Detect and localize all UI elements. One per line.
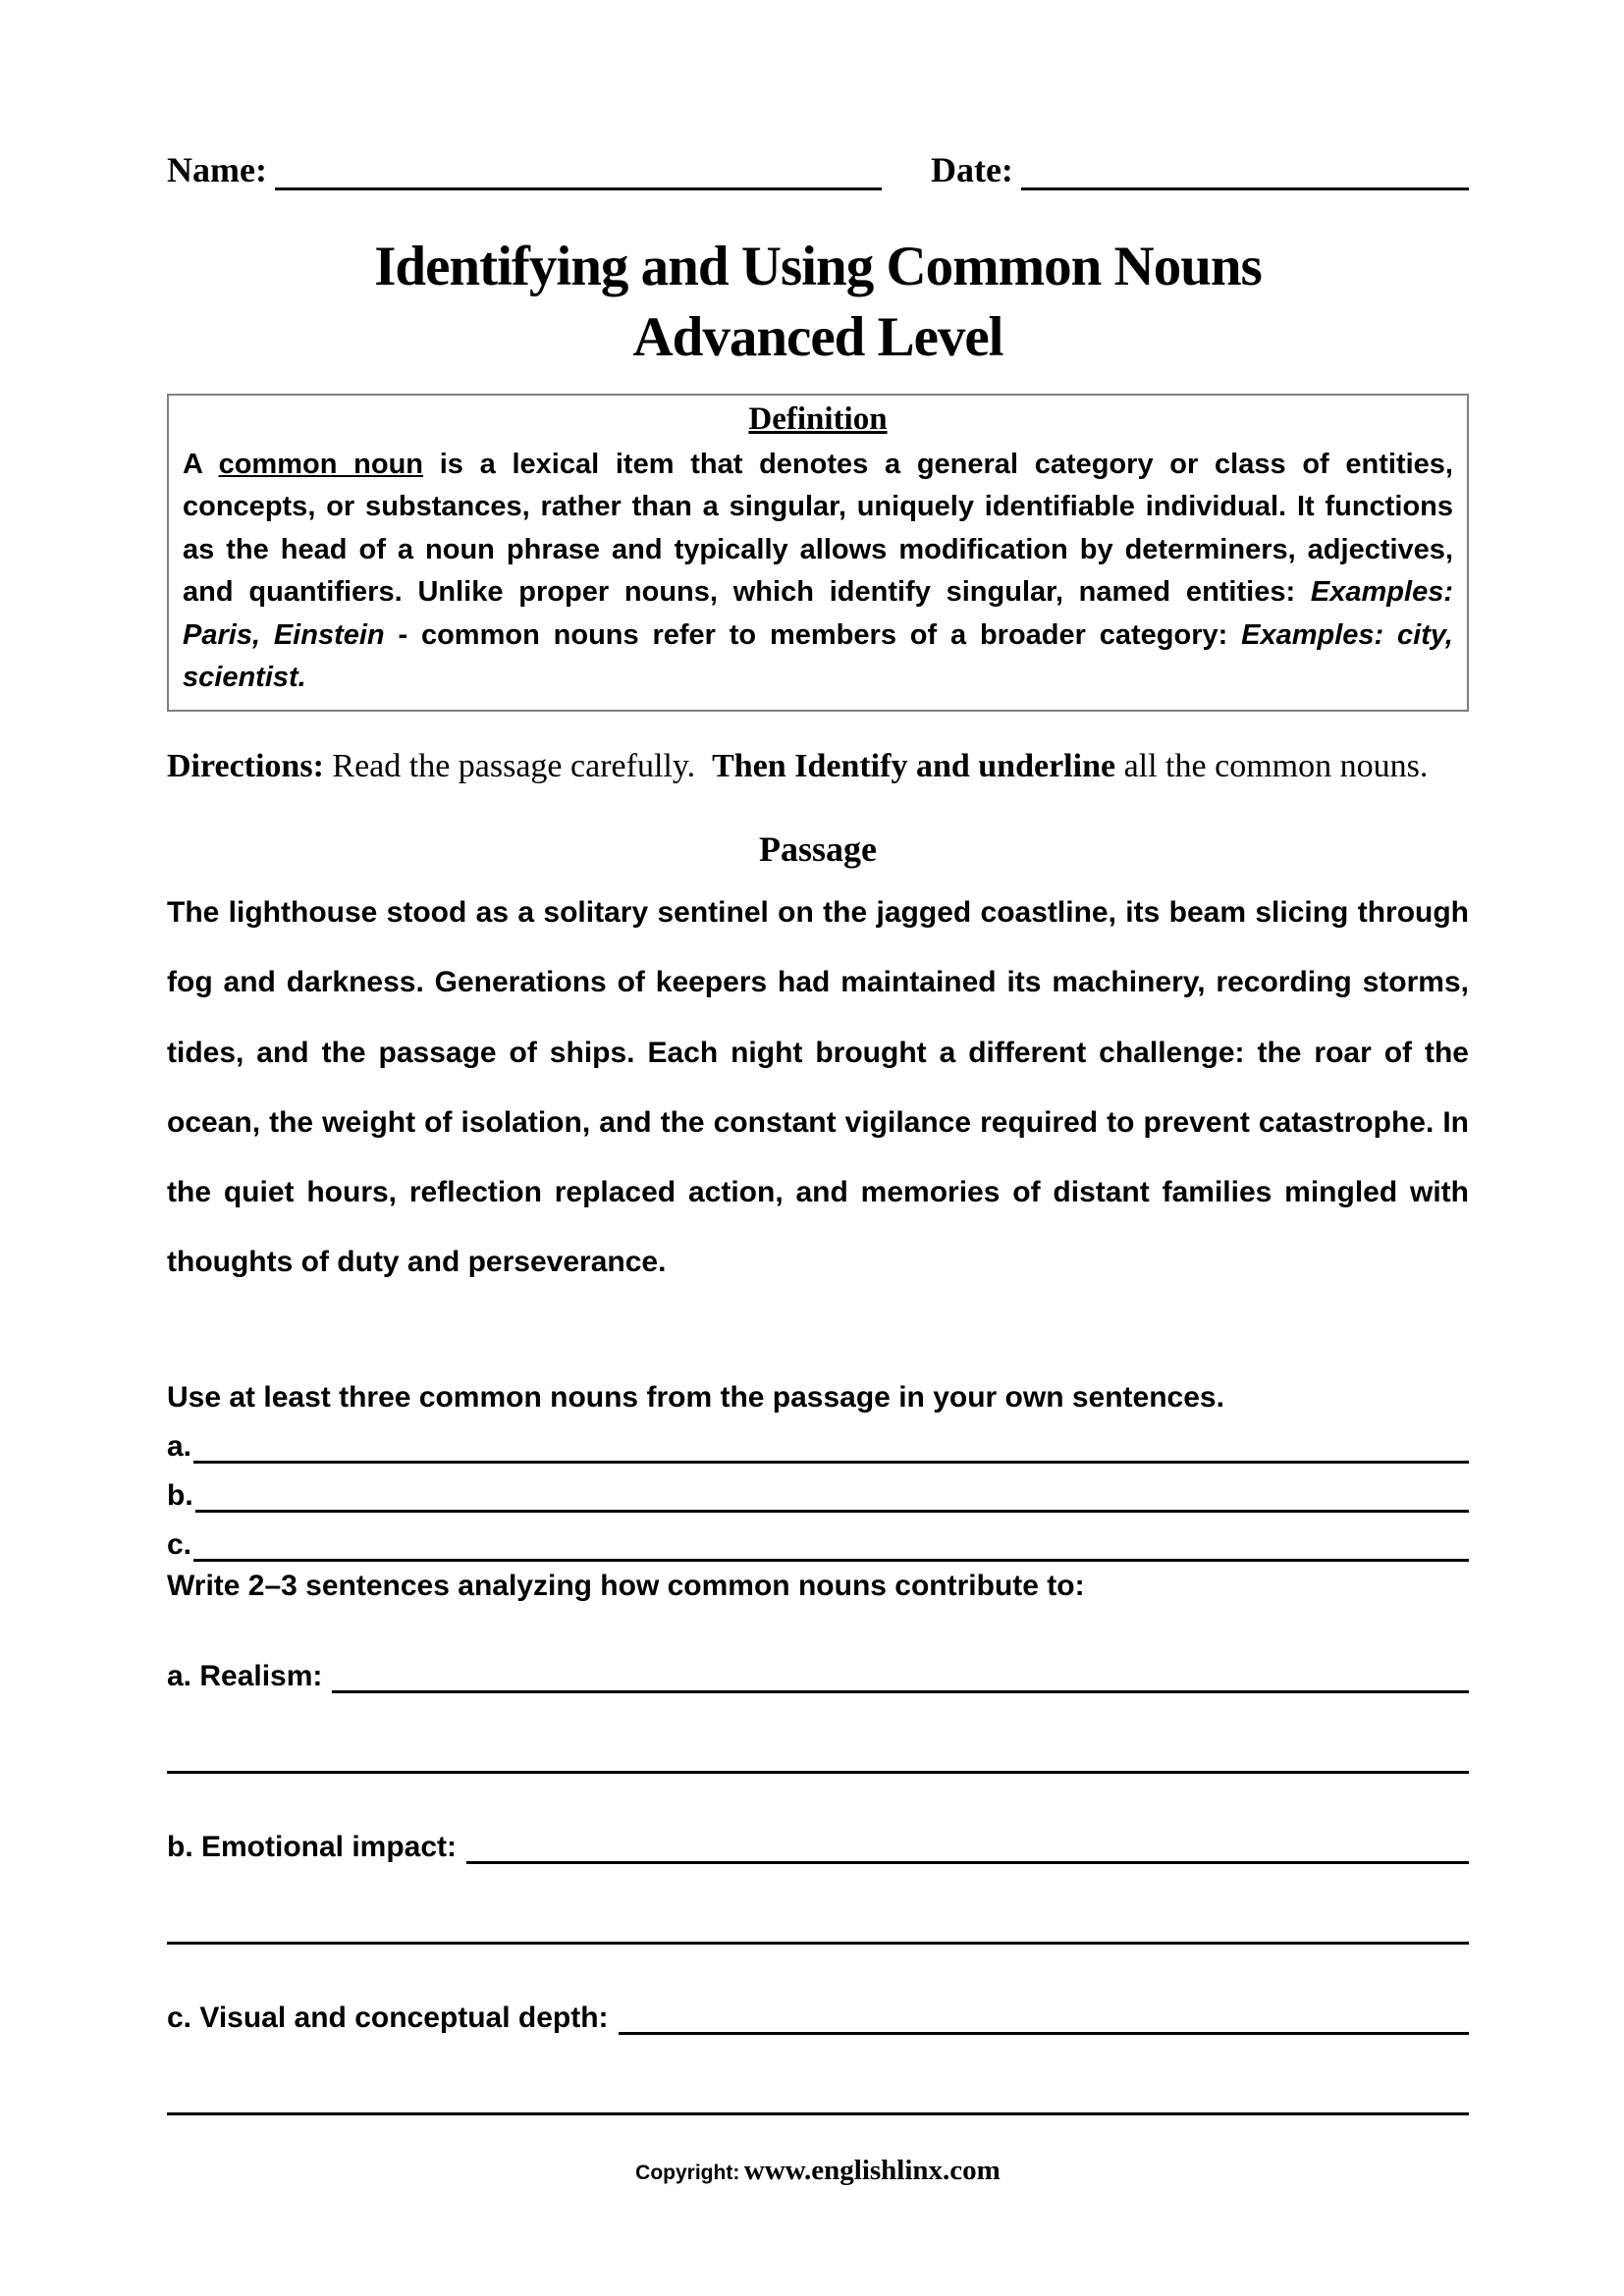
definition-lead: A [183, 448, 219, 480]
definition-heading: Definition [748, 400, 888, 437]
sentence-answer-line-c[interactable] [193, 1521, 1469, 1562]
date-input-line[interactable] [1021, 151, 1469, 190]
definition-text: is a lexical item that denotes a general category or class of entities, concepts, or substances, rather than a singular, uniquely identifiable individual. It functions as the head of a noun phrase and typically allows modification by determiners, adjectives, and quantifiers. Unlike proper nouns, which identify singular, named entities: [183, 448, 1462, 609]
name-input-line[interactable] [275, 151, 882, 190]
sentence-answer-line-a[interactable] [193, 1422, 1469, 1464]
definition-examples-common: Examples: city, scientist. [183, 618, 1462, 694]
name-label: Name: [167, 150, 267, 189]
page-title-line2: Advanced Level [632, 306, 1003, 369]
copyright-label: Copyright: [635, 2161, 740, 2184]
analysis-label-visual-depth: c. Visual and conceptual depth: [167, 2001, 609, 2034]
sentence-row-b [167, 1464, 1469, 1513]
date-label: Date: [930, 150, 1013, 189]
directions-bold-text: Then Identify and underline [712, 747, 1116, 784]
definition-term: common noun [218, 448, 424, 480]
analysis-answer-line-realism[interactable] [332, 1652, 1469, 1693]
sentence-label-b: b. [167, 1478, 193, 1512]
name-date-row [167, 143, 1469, 190]
definition-text-middle: - common nouns refer to members of a broader category: [384, 618, 1242, 651]
analysis-answer-line-emotional-impact[interactable] [466, 1823, 1469, 1864]
analysis-item-realism [167, 1642, 1469, 1774]
sentence-label-a: a. [167, 1429, 192, 1463]
definition-examples-proper: Examples: Paris, Einstein [183, 576, 1462, 651]
analysis-prompt: Write 2–3 sentences analyzing how common nouns contribute to: [167, 1569, 1085, 1602]
analysis-item-visual-depth [167, 1984, 1469, 2115]
passage-heading: Passage [759, 829, 877, 870]
footer [167, 2155, 1469, 2187]
passage-text: The lighthouse stood as a solitary sentinel on the jagged coastline, its beam slicing through fog and darkness. Generations of keepers had maintained its machinery, recording storms, tides, and the passage of ships. Each night brought a different challenge: the roar of the ocean, the weight of isolation, and the constant vigilance required to prevent catastrophe. In the quiet hours, reflection replaced action, and memories of distant families mingled with thoughts of duty and perseverance. [167, 896, 1469, 1278]
analysis-item-emotional-impact [167, 1813, 1469, 1945]
analysis-answer-line-realism-2[interactable] [167, 1693, 1469, 1774]
sentence-row-a [167, 1415, 1469, 1464]
analysis-row-emotional-impact [167, 1813, 1469, 1864]
directions [167, 743, 1469, 790]
page-title [167, 232, 1469, 374]
sentence-row-c [167, 1513, 1469, 1562]
directions-text2: all the common nouns. [1115, 747, 1429, 784]
definition-box [167, 394, 1469, 712]
analysis-label-realism: a. Realism: [167, 1659, 323, 1692]
sentence-label-c: c. [167, 1527, 192, 1561]
analysis-answer-line-visual-depth-2[interactable] [167, 2035, 1469, 2115]
analysis-row-realism [167, 1642, 1469, 1693]
sentence-answer-line-b[interactable] [195, 1471, 1469, 1513]
analysis-label-emotional-impact: b. Emotional impact: [167, 1830, 458, 1863]
directions-text1: Read the passage carefully. [323, 747, 713, 784]
analysis-row-visual-depth [167, 1984, 1469, 2035]
definition-body [183, 444, 1462, 700]
page-title-line1: Identifying and Using Common Nouns [374, 236, 1262, 297]
analysis-answer-line-visual-depth[interactable] [619, 1994, 1469, 2035]
directions-label: Directions: [167, 747, 324, 784]
copyright-site: www.englishlinx.com [743, 2154, 1001, 2186]
sentences-prompt: Use at least three common nouns from the passage in your own sentences. [167, 1380, 1224, 1414]
analysis-answer-line-emotional-impact-2[interactable] [167, 1864, 1469, 1945]
